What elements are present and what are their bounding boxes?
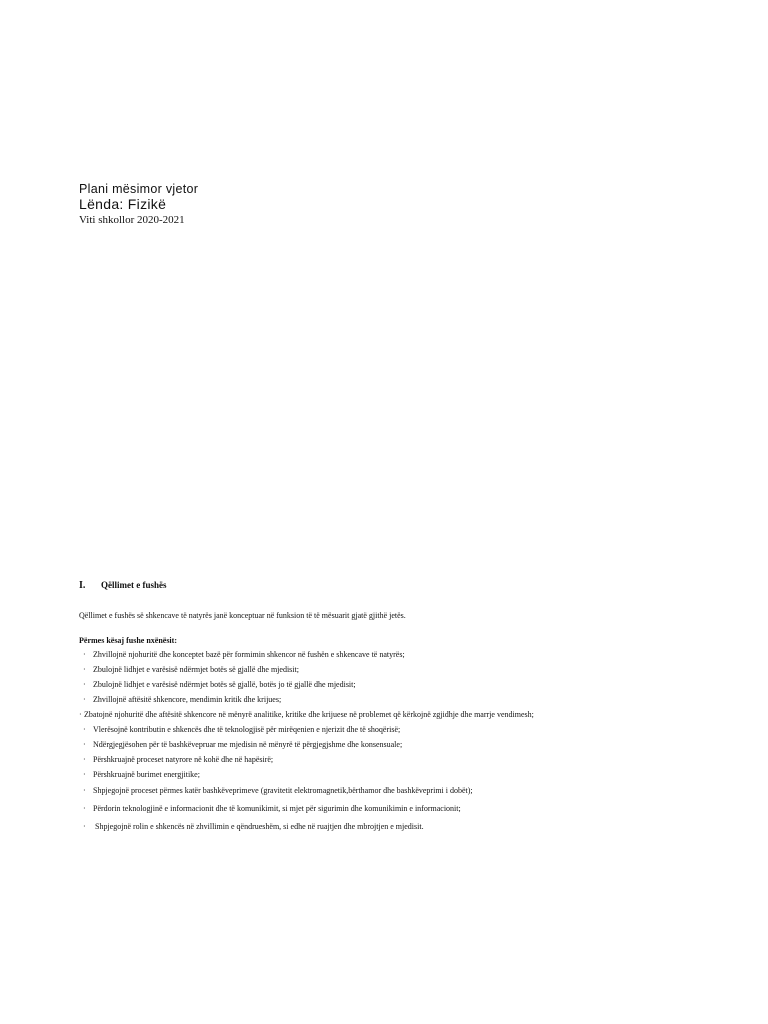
list-item: · Përdorin teknologjinë e informacionit dhe të komunikimit, si mjet për sigurimin dhe komunikimin e informacionit; bbox=[83, 804, 461, 813]
list-item: · Zbulojnë lidhjet e varësisë ndërmjet botës së gjallë dhe mjedisit; bbox=[83, 665, 299, 674]
list-item: · Ndërgjegjësohen për të bashkëvepruar me mjedisin në mënyrë të përgjegjshme dhe konsensuale; bbox=[83, 740, 403, 749]
list-item: · Zhvillojnë njohuritë dhe konceptet bazë për formimin shkencor në fushën e shkencave të natyrës; bbox=[83, 650, 405, 659]
bullet-icon: · bbox=[79, 710, 82, 719]
bullet-icon: · bbox=[83, 665, 86, 674]
list-item: · Shpjegojnë rolin e shkencës në zhvillimin e qëndrueshëm, si edhe në ruajtjen dhe mbrojtjen e mjedisit. bbox=[83, 822, 424, 831]
subject-title: Lënda: Fizikë bbox=[79, 196, 167, 212]
section-lead: Përmes kësaj fushe nxënësit: bbox=[79, 636, 177, 645]
school-year: Viti shkollor 2020-2021 bbox=[79, 214, 185, 226]
bullet-icon: · bbox=[83, 755, 86, 764]
section-intro: Qëllimet e fushës së shkencave të natyrës janë konceptuar në funksion të të mësuarit gjatë gjithë jetës. bbox=[79, 611, 406, 620]
bullet-icon: · bbox=[83, 822, 86, 831]
section-heading bbox=[79, 580, 167, 591]
bullet-icon: · bbox=[83, 695, 86, 704]
bullet-icon: · bbox=[83, 650, 86, 659]
list-item: · Përshkruajnë proceset natyrore në kohë dhe në hapësirë; bbox=[83, 755, 274, 764]
section-number: I. bbox=[79, 580, 86, 591]
list-item: · Vlerësojnë kontributin e shkencës dhe të teknologjisë për mirëqenien e njerizit dhe të shoqërisë; bbox=[83, 725, 401, 734]
list-item: · Përshkruajnë burimet energjitike; bbox=[83, 770, 200, 779]
bullet-icon: · bbox=[83, 786, 86, 795]
bullet-icon: · bbox=[83, 680, 86, 689]
list-item: · Shpjegojnë proceset përmes katër bashkëveprimeve (gravitetit elektromagnetik,bërthamor dhe bashkëveprimi i dobët); bbox=[83, 786, 473, 795]
section-title: Qëllimet e fushës bbox=[101, 580, 167, 590]
list-item: · Zbatojnë njohuritë dhe aftësitë shkencore në mënyrë analitike, kritike dhe krijuese në problemet që kërkojnë zgjidhje dhe marrje vendimesh; bbox=[79, 710, 534, 719]
list-item: · Zbulojnë lidhjet e varësisë ndërmjet botës së gjallë, botës jo të gjallë dhe mjedisit; bbox=[83, 680, 356, 689]
list-item: · Zhvillojnë aftësitë shkencore, mendimin kritik dhe krijues; bbox=[83, 695, 282, 704]
bullet-icon: · bbox=[83, 770, 86, 779]
plan-title: Plani mësimor vjetor bbox=[79, 182, 199, 196]
bullet-icon: · bbox=[83, 804, 86, 813]
bullet-icon: · bbox=[83, 725, 86, 734]
bullet-icon: · bbox=[83, 740, 86, 749]
